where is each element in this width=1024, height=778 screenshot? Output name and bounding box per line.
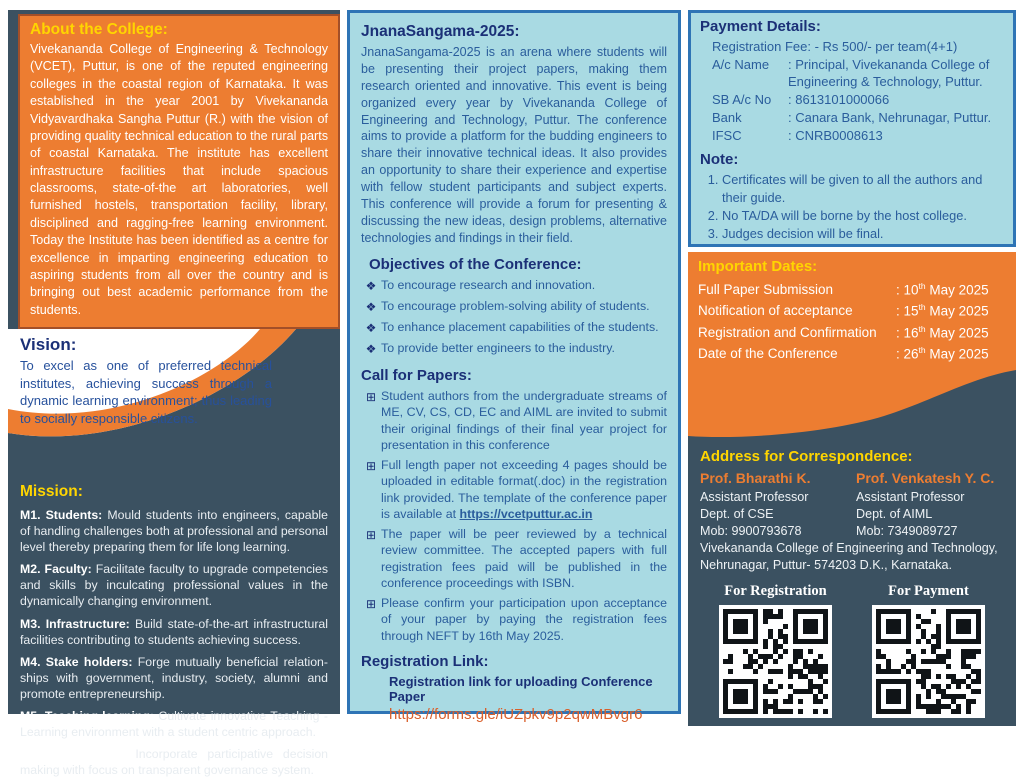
mission-item-m5 (20, 708, 328, 740)
date-value (896, 344, 1006, 365)
address-title: Address for Correspondence: (700, 447, 913, 465)
right-lower-panel (688, 252, 1016, 714)
payment-value: : CNRB0008613 (788, 127, 883, 143)
contact-mobile: Mob: 9900793678 (700, 523, 802, 538)
mission-item-m3 (20, 616, 328, 648)
registration-form-link[interactable]: https://forms.gle/iUZpkv9p2qwMBvgr6 (389, 706, 643, 723)
important-dates-title: Important Dates: (698, 258, 818, 275)
objective-3: To enhance placement capabilities of the students. (381, 319, 659, 334)
date-day: : 15 (896, 303, 919, 319)
date-ordinal: th (918, 323, 926, 334)
objective-2: To encourage problem-solving ability of students. (381, 298, 650, 313)
mission-m5-lead: M5. Teaching-learning: (20, 709, 155, 724)
registration-link-title: Registration Link: (361, 653, 489, 670)
payment-row (712, 110, 1004, 127)
payment-row (712, 92, 1004, 109)
objective-1: To encourage research and innovation. (381, 277, 596, 292)
call-for-papers-list (361, 388, 667, 645)
contact-role: Assistant Professor (700, 489, 809, 504)
objectives-list (361, 277, 667, 358)
list-item (361, 298, 667, 316)
right-column (688, 10, 1016, 714)
paper-item-2-text: Full length paper not exceeding 4 pages should be uploaded in editable format(.doc) in the registration link provided. The template of the conference paper is available at (381, 457, 667, 521)
list-item (361, 340, 667, 358)
paper-item-1: Student authors from the undergraduate streams of ME, CV, CS, CD, EC and AIML are invited to submit their original findings of their final year project for presentation in this conference (381, 388, 667, 452)
mission-m1-lead: M1. Students: (20, 508, 103, 522)
registration-link-subtitle: Registration link for uploading Conference Paper (389, 674, 653, 704)
call-for-papers-title: Call for Papers: (361, 366, 472, 384)
list-item (361, 595, 667, 645)
registration-qr-code (719, 605, 832, 718)
diamond-bullet-icon: ❖ (365, 320, 377, 335)
registration-fee: Registration Fee: - Rs 500/- per team(4+1) (712, 39, 958, 54)
date-day: : 16 (896, 325, 919, 341)
date-rest: May 2025 (925, 282, 989, 298)
paper-item-4: Please confirm your participation upon acceptance of your paper by paying the registration fees through NEFT by 16th May 2025. (381, 595, 667, 643)
payment-label: Bank (712, 109, 742, 125)
mission-m5-text: Cultivate innovative Teaching - Learning environment with a student centric approach. (20, 709, 328, 740)
date-ordinal: th (918, 345, 926, 356)
squared-plus-bullet-icon: ⊞ (365, 596, 377, 611)
conference-column (347, 10, 681, 723)
contact-name: Prof. Venkatesh Y. C. (856, 469, 995, 486)
date-label: Notification of acceptance (698, 303, 853, 319)
college-address-line2: Nehrunagar, Puttur- 574203 D.K., Karnataka. (700, 558, 953, 573)
payment-row (712, 57, 1004, 91)
registration-qr-cell (710, 583, 841, 718)
mission-m2-lead: M2. Faculty: (20, 562, 92, 577)
important-dates-section (688, 252, 1016, 366)
date-value (896, 280, 1006, 301)
date-ordinal: th (918, 302, 926, 313)
objectives-title: Objectives of the Conference: (369, 255, 582, 273)
date-row (698, 280, 1006, 301)
qr-row (710, 583, 994, 718)
diamond-bullet-icon: ❖ (365, 278, 377, 293)
objective-4: To provide better engineers to the industry. (381, 340, 615, 355)
mission-item-m1 (20, 507, 328, 555)
mission-m3-lead: M3. Infrastructure: (20, 616, 130, 631)
wave-graphic (688, 366, 1016, 444)
college-address-line1: Vivekananda College of Engineering and Technology, (700, 540, 998, 555)
date-row (698, 344, 1006, 365)
mission-m2-text: Facilitate faculty to upgrade competencies and skills by inculcating professional values in the dynamically changing environment. (20, 562, 328, 609)
left-column (8, 10, 340, 778)
contact-role: Assistant Professor (856, 489, 965, 504)
payment-qr-code (872, 605, 985, 718)
mission-item-m2 (20, 561, 328, 609)
date-value (896, 323, 1006, 344)
contact-dept: Dept. of CSE (700, 506, 774, 521)
mission-section (8, 479, 340, 778)
list-item (361, 319, 667, 337)
contacts-grid (700, 470, 1004, 540)
conference-intro: JnanaSangama-2025 is an arena where students will be presenting their project papers, making them research oriented and innovative. This event is being organized every year by Vivekananda College of Engineering and Technology, Puttur. The conference aims to provide a platform for the budding engineers to share their innovative technical ideas. It also provides an opportunity to share their experience and expertise with fellow student participants and subject experts. This conference will provide a forum for presenting & discussing the new ideas, design problems, alternative technologies and findings in their field. (361, 45, 667, 245)
contact-card (700, 470, 848, 540)
date-row (698, 323, 1006, 344)
address-section (688, 444, 1016, 726)
mission-title: Mission: (20, 483, 83, 500)
note-title: Note: (700, 151, 739, 169)
about-college-panel (18, 14, 340, 329)
note-item-2: 2. No TA/DA will be borne by the host college. (722, 207, 1004, 225)
payment-row (712, 128, 1004, 145)
mission-m4-lead: M4. Stake holders: (20, 654, 133, 669)
about-college-title: About the College: (30, 21, 168, 38)
date-value (896, 301, 1006, 322)
date-day: : 10 (896, 282, 919, 298)
payment-qr-cell (863, 583, 994, 718)
mission-item-m6 (20, 746, 328, 778)
date-rest: May 2025 (925, 325, 989, 341)
date-label: Registration and Confirmation (698, 324, 877, 340)
squared-plus-bullet-icon: ⊞ (365, 527, 377, 542)
contact-card (856, 470, 1004, 540)
mission-item-m4 (20, 654, 328, 702)
vision-text: To excel as one of preferred technical institutes, achieving success through a dynamic learning environment; thus leading to socially responsible citizens. (20, 358, 272, 427)
mission-m6-text: Incorporate participative decision making with focus on transparent governance system. (20, 747, 329, 778)
payment-value: : Principal, Vivekananda College of Engineering & Technology, Puttur. (788, 57, 990, 89)
mission-m3-text: Build state-of-the-art infrastructural facilities contributing to students achieving success. (20, 616, 328, 647)
date-rest: May 2025 (925, 346, 989, 362)
list-item (361, 457, 667, 523)
paper-item-2 (381, 457, 667, 523)
payment-details-panel (688, 10, 1016, 247)
date-label: Date of the Conference (698, 346, 838, 362)
mission-m4-text: Forge mutually beneficial relation-ships with government, industry, society, alumni and promote entrepreneurship. (20, 654, 328, 701)
note-item-1: 1. Certificates will be given to all the authors and their guide. (722, 171, 1004, 207)
mission-m1-text: Mould students into engineers, capable of handling challenges both at professional and personal level thereby preparing them for life long learning. (20, 508, 328, 555)
payment-details-title: Payment Details: (700, 18, 821, 35)
list-item (361, 526, 667, 592)
date-label: Full Paper Submission (698, 282, 834, 297)
vision-title: Vision: (20, 335, 77, 354)
payment-value: : 8613101000066 (788, 91, 890, 107)
squared-plus-bullet-icon: ⊞ (365, 458, 377, 473)
diamond-bullet-icon: ❖ (365, 299, 377, 314)
date-rest: May 2025 (925, 303, 989, 319)
note-list (706, 171, 1004, 243)
mission-m6-lead: M6. Governance: (20, 747, 126, 762)
vision-section (8, 329, 340, 479)
date-ordinal: th (918, 281, 926, 291)
registration-qr-caption: For Registration (724, 582, 827, 599)
contact-dept: Dept. of AIML (856, 506, 933, 521)
payment-label: IFSC (712, 127, 742, 143)
date-row (698, 301, 1006, 322)
vcet-website-link[interactable]: https://vcetputtur.ac.in (459, 507, 593, 521)
conference-title: JnanaSangama-2025: (361, 23, 520, 40)
date-day: : 26 (896, 346, 919, 362)
note-item-3: 3. Judges decision will be final. (722, 225, 1004, 243)
about-college-text: Vivekananda College of Engineering & Technology (VCET), Puttur, is one of the reputed engineering colleges in the coastal region of Karnataka. It was established in the year 2001 by Vivekananda Vidyavardhaka Sangha Puttur (R.) with the vision of providing quality technical education to the rural parts of coastal Karnataka. The institute has excellent infrastructure facilities that include spacious classrooms, state-of-the art laboratories, well furnished hostels, transportation facility, library, disciplined and ragging-free learning environment. Today the Institute has been identified as a centre for excellence in imparting engineering education to aspiring students from all over the country and is bringing out best academic performance from the students. (30, 42, 328, 317)
payment-label: A/c Name (712, 57, 770, 72)
payment-label: SB A/c No (712, 91, 772, 107)
squared-plus-bullet-icon: ⊞ (365, 389, 377, 404)
list-item (361, 277, 667, 295)
payment-value: : Canara Bank, Nehrunagar, Puttur. (788, 109, 992, 125)
diamond-bullet-icon: ❖ (365, 341, 377, 356)
contact-name: Prof. Bharathi K. (700, 469, 811, 486)
contact-mobile: Mob: 7349089727 (856, 523, 958, 538)
list-item (361, 388, 667, 454)
payment-qr-caption: For Payment (888, 582, 969, 599)
paper-item-3: The paper will be peer reviewed by a technical review committee. The accepted papers with full registration fees paid will be published in the conference proceedings with ISBN. (381, 526, 667, 590)
